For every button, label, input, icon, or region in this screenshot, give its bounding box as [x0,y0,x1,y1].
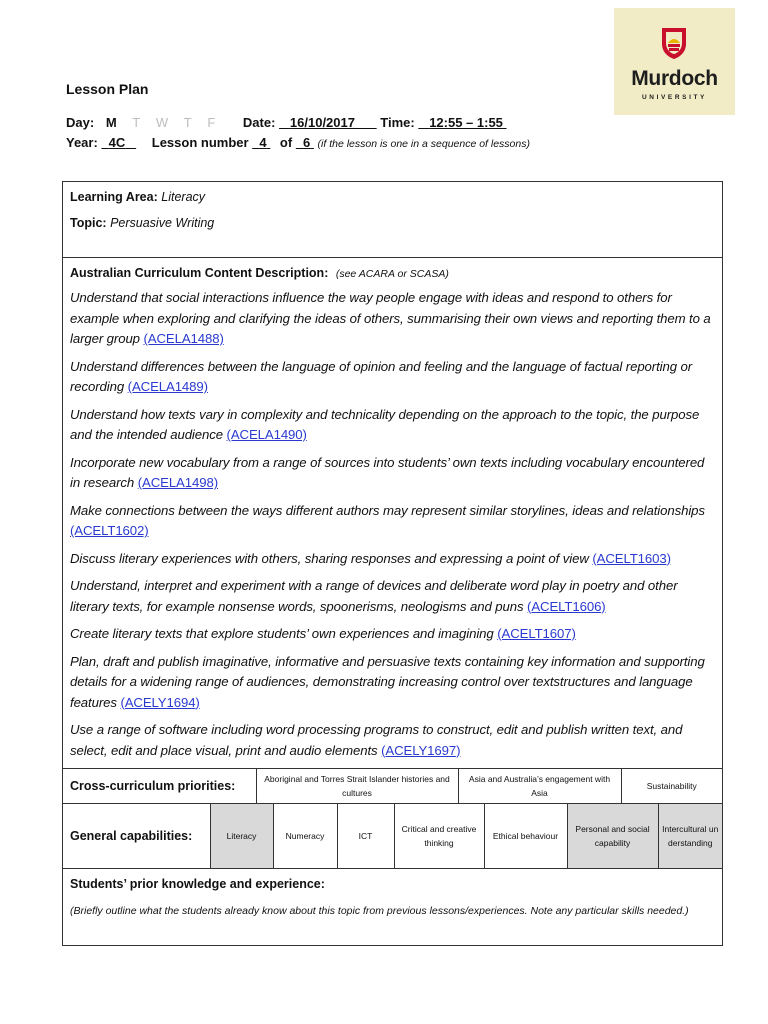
curriculum-code-link[interactable]: (ACELT1606) [527,598,606,614]
year-label: Year: [66,135,98,150]
curriculum-item: Understand how texts vary in complexity and technicality depending on the approach to the topic, the purpose and the intended audience (ACELA1490) [70,406,700,442]
logo-subtitle: UNIVERSITY [641,94,707,101]
learning-area-cell [63,182,723,258]
cross-curriculum-aboriginal: Aboriginal and Torres Strait Islander histories and cultures [256,769,458,803]
day-friday: F [207,115,216,130]
curriculum-code-link[interactable]: (ACELY1697) [381,742,461,758]
curriculum-item: Understand differences between the language of opinion and feeling and the language of factual reporting or recording (ACELA1489) [70,358,693,394]
curriculum-item: Understand that social interactions influence the way people engage with ideas and respond to others for example when exploring and clarifying the ideas of others, summarising their own views and reporting them to a larger group (ACELA1488) [70,290,711,346]
curriculum-list [70,288,716,761]
curriculum-cell [63,258,723,769]
topic-value: Persuasive Writing [110,216,215,230]
curriculum-code-link[interactable]: (ACELA1498) [137,475,218,490]
capability-critical-creative: Critical and creative thinking [394,804,484,868]
curriculum-heading-note: (see ACARA or SCASA) [335,268,449,280]
logo-name: Murdoch [631,67,718,90]
general-capabilities-table [63,804,722,868]
curriculum-item: Plan, draft and publish imaginative, informative and persuasive texts containing key information and supporting details for a widening range of audiences, demonstrating increasing control over textstructures and language features (ACELY1694) [70,653,705,710]
time-label: Time: [380,115,415,130]
murdoch-logo [614,8,735,115]
curriculum-code-link[interactable]: (ACELA1488) [143,331,224,346]
learning-area-label: Learning Area: [70,190,158,204]
curriculum-item: Make connections between the ways different authors may represent similar storylines, ideas and relationships (ACELT1602) [70,502,705,538]
curriculum-item: Incorporate new vocabulary from a range of sources into students’ own texts including vocabulary encountered in research (ACELA1498) [70,454,705,490]
cross-curriculum-label: Cross-curriculum priorities: [63,769,256,803]
of-value: 6 [303,135,311,150]
topic-label: Topic: [70,216,107,230]
learning-area-value: Literacy [161,190,206,204]
sequence-note: (if the lesson is one in a sequence of lessons) [317,138,530,150]
lesson-number-label: Lesson number [151,135,249,150]
general-capabilities-label: General capabilities: [63,804,210,868]
curriculum-item: Use a range of software including word processing programs to construct, edit and publish written text, and select, edit and place visual, print and audio elements (ACELY1697) [70,722,683,758]
day-tuesday: T [132,115,141,130]
day-monday: M [105,115,117,130]
year-value: 4C [108,135,126,150]
curriculum-item: Understand, interpret and experiment with a range of devices and deliberate word play in poetry and other literary texts, for example nonsense words, spoonerisms, neologisms and puns (ACELT1606) [70,578,678,614]
capability-personal-social: Personal and social capability [567,804,658,868]
murdoch-shield-icon [660,26,688,60]
capability-intercultural: Intercultural understanding [658,804,722,868]
date-label: Date: [242,115,276,130]
time-value: 12:55 – 1:55 [429,115,503,130]
day-wednesday: W [155,115,169,130]
capability-literacy: Literacy [210,804,273,868]
general-capabilities-cell [63,804,723,869]
curriculum-code-link[interactable]: (ACELA1489) [127,379,208,394]
curriculum-code-link[interactable]: (ACELT1603) [592,550,671,566]
page-title: Lesson Plan [66,81,149,97]
cross-curriculum-cell [63,769,723,804]
capability-numeracy: Numeracy [273,804,337,868]
prior-knowledge-heading: Students’ prior knowledge and experience: [70,877,325,891]
day-date-time-line [66,115,507,130]
curriculum-code-link[interactable]: (ACELT1602) [70,523,149,538]
curriculum-code-link[interactable]: (ACELT1607) [497,626,576,641]
prior-knowledge-note: (Briefly outline what the students already know about this topic from previous lessons/experiences. Note any particular skills needed.) [70,905,689,917]
curriculum-heading-line [70,266,716,280]
date-value: 16/10/2017 [289,115,355,130]
lesson-plan-table [62,181,723,946]
topic-line [70,216,716,230]
learning-area-line [70,190,716,204]
capability-ethical: Ethical behaviour [484,804,567,868]
day-thursday: T [183,115,192,130]
curriculum-item: Create literary texts that explore students’ own experiences and imagining (ACELT1607) [70,626,576,641]
lesson-number-value: 4 [259,135,267,150]
prior-knowledge-cell [63,869,723,946]
curriculum-code-link[interactable]: (ACELA1490) [226,427,307,442]
cross-curriculum-asia: Asia and Australia’s engagement with Asia [458,769,621,803]
cross-curriculum-table [63,769,722,803]
year-lesson-line [66,135,530,150]
curriculum-item: Discuss literary experiences with others, sharing responses and expressing a point of view (ACELT1603) [70,550,671,566]
curriculum-heading: Australian Curriculum Content Description: [70,266,329,280]
capability-ict: ICT [337,804,394,868]
of-label: of [279,135,293,150]
curriculum-code-link[interactable]: (ACELY1694) [120,694,200,710]
cross-curriculum-sustainability: Sustainability [621,769,722,803]
day-label: Day: [66,115,95,130]
